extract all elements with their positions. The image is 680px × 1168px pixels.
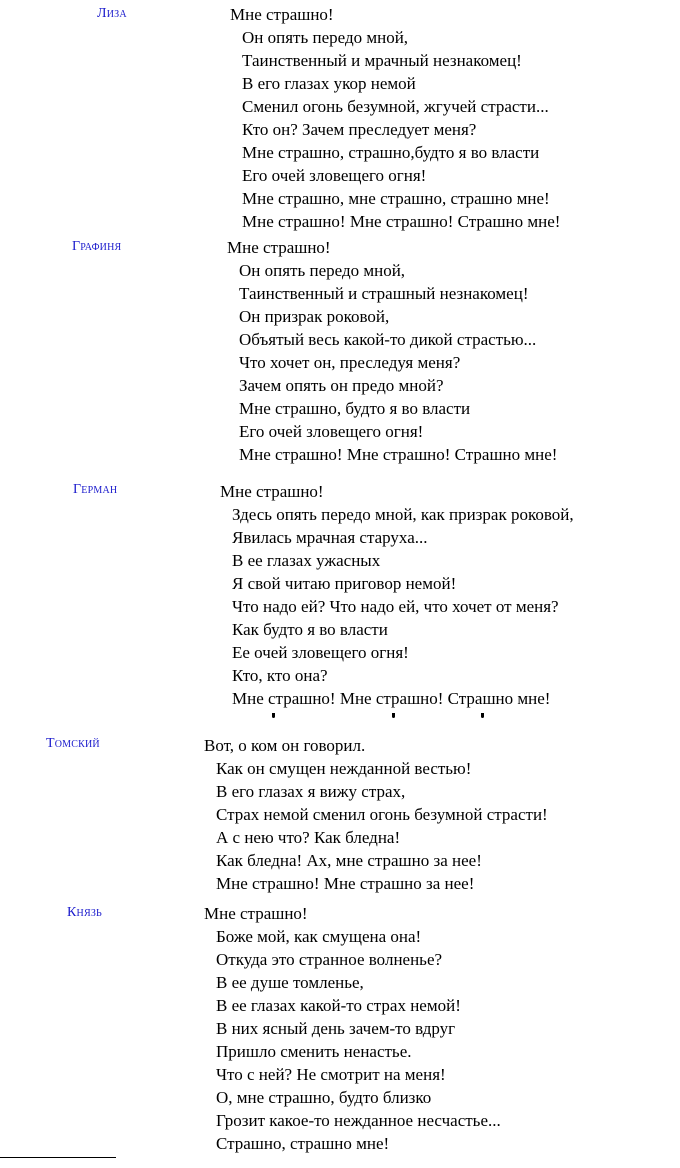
verse-line: Его очей зловещего огня! <box>242 166 427 185</box>
verse-line: Здесь опять передо мной, как призрак роковой, <box>232 505 574 524</box>
speaker-label-tomsky: Томский <box>46 736 100 751</box>
verse-block-german <box>220 480 574 710</box>
verse-line: Объятый весь какой-то дикой страстью... <box>239 330 537 349</box>
speaker-label-knyaz: Князь <box>67 905 102 920</box>
verse-line: Мне страшно! <box>220 482 324 501</box>
verse-line: Пришло сменить ненастье. <box>216 1042 412 1061</box>
verse-line: Что хочет он, преследуя меня? <box>239 353 461 372</box>
verse-line: Зачем опять он предо мной? <box>239 376 444 395</box>
verse-line: Его очей зловещего огня! <box>239 422 424 441</box>
verse-line: Мне страшно, мне страшно, страшно мне! <box>242 189 550 208</box>
verse-line: В его глазах укор немой <box>242 74 416 93</box>
speaker-label-german: Герман <box>73 482 118 497</box>
verse-line: Он опять передо мной, <box>239 261 406 280</box>
verse-block-grafinya <box>227 236 557 466</box>
speaker-label-grafinya: Графиня <box>72 239 122 254</box>
speaker-label-liza: Лиза <box>97 6 127 21</box>
verse-line: Как бледна! Ах, мне страшно за нее! <box>216 851 482 870</box>
verse-line: Ее очей зловещего огня! <box>232 643 409 662</box>
verse-line: Мне страшно! Мне страшно за нее! <box>216 874 475 893</box>
verse-block-knyaz <box>204 902 501 1155</box>
verse-line: Мне страшно! <box>230 5 334 24</box>
verse-line: Мне страшно! Мне страшно! Страшно мне! <box>232 689 551 708</box>
verse-line: Таинственный и страшный незнакомец! <box>239 284 529 303</box>
verse-line: Кто он? Зачем преследует меня? <box>242 120 477 139</box>
verse-line: В ее душе томленье, <box>216 973 364 992</box>
verse-line: Он опять передо мной, <box>242 28 409 47</box>
verse-line: О, мне страшно, будто близко <box>216 1088 432 1107</box>
verse-line: В ее глазах ужасных <box>232 551 381 570</box>
verse-line: Грозит какое-то нежданное несчастье... <box>216 1111 501 1130</box>
verse-line: Как будто я во власти <box>232 620 388 639</box>
verse-line: Он призрак роковой, <box>239 307 390 326</box>
verse-line: Мне страшно! <box>204 904 308 923</box>
verse-line: Сменил огонь безумной, жгучей страсти... <box>242 97 549 116</box>
verse-line: Страх немой сменил огонь безумной страсти! <box>216 805 548 824</box>
verse-line: Как он смущен нежданной вестью! <box>216 759 472 778</box>
clipped-text-remnants <box>232 713 532 721</box>
verse-line: Я свой читаю приговор немой! <box>232 574 457 593</box>
verse-line: Боже мой, как смущена она! <box>216 927 422 946</box>
verse-line: Что с ней? Не смотрит на меня! <box>216 1065 446 1084</box>
verse-line: Мне страшно! Мне страшно! Страшно мне! <box>242 212 561 231</box>
footnote-divider <box>0 1157 116 1158</box>
verse-line: Мне страшно, будто я во власти <box>239 399 471 418</box>
verse-block-tomsky <box>204 734 548 895</box>
verse-block-liza <box>230 3 560 233</box>
verse-line: Мне страшно! Мне страшно! Страшно мне! <box>239 445 558 464</box>
verse-line: Страшно, страшно мне! <box>216 1134 390 1153</box>
verse-line: В его глазах я вижу страх, <box>216 782 406 801</box>
verse-line: Мне страшно! <box>227 238 331 257</box>
verse-line: Откуда это странное волненье? <box>216 950 443 969</box>
verse-line: Вот, о ком он говорил. <box>204 736 366 755</box>
verse-line: Явилась мрачная старуха... <box>232 528 428 547</box>
verse-line: Кто, кто она? <box>232 666 328 685</box>
verse-line: Таинственный и мрачный незнакомец! <box>242 51 522 70</box>
verse-line: Что надо ей? Что надо ей, что хочет от меня? <box>232 597 559 616</box>
verse-line: В ее глазах какой-то страх немой! <box>216 996 461 1015</box>
verse-line: А с нею что? Как бледна! <box>216 828 401 847</box>
verse-line: В них ясный день зачем-то вдруг <box>216 1019 456 1038</box>
verse-line: Мне страшно, страшно,будто я во власти <box>242 143 540 162</box>
